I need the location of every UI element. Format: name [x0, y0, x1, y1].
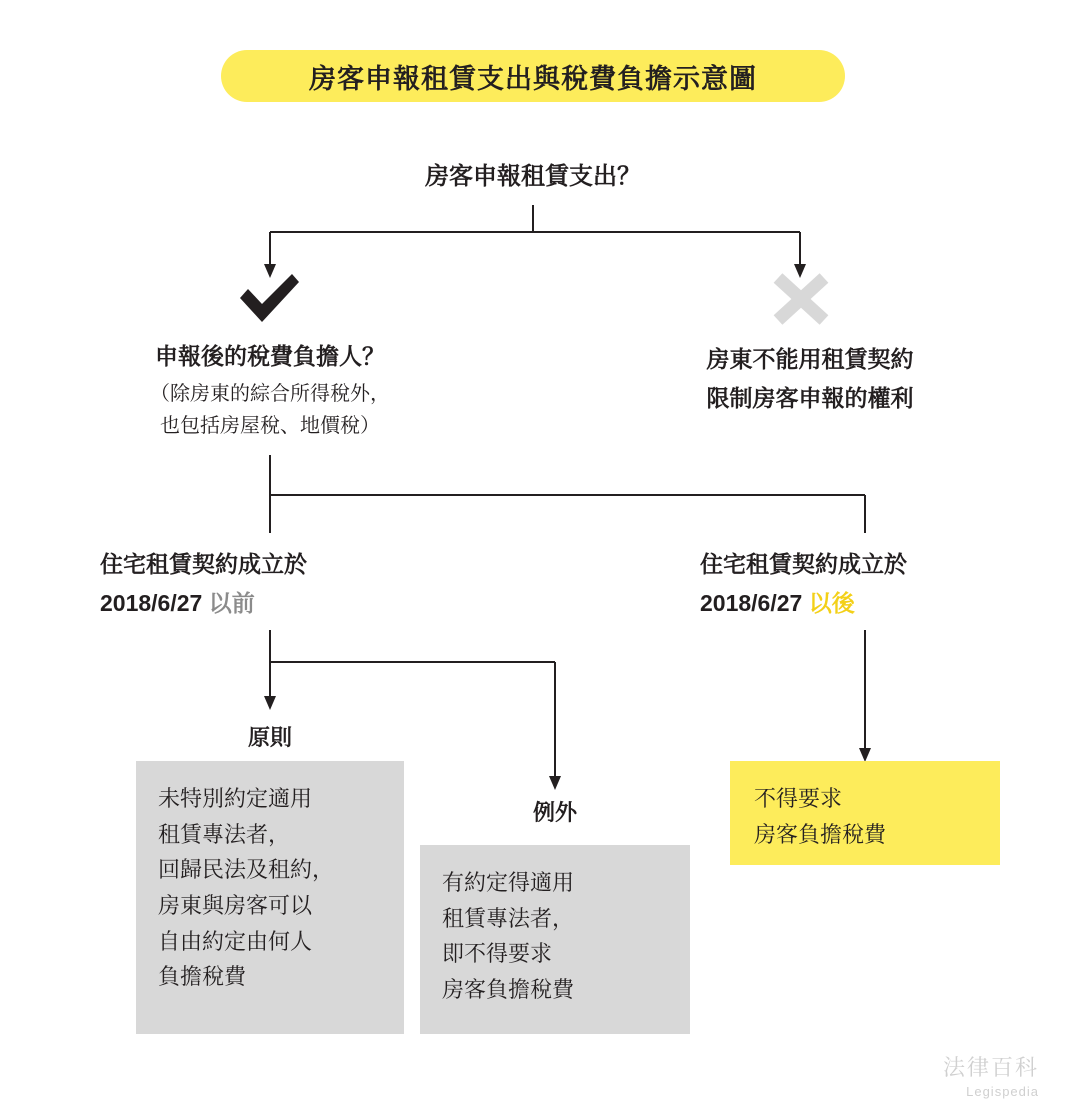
arrow-exception: [549, 776, 561, 790]
contract-before-line1: 住宅租賃契約成立於: [100, 551, 307, 577]
root-question: 房客申報租賃支出？: [425, 163, 641, 190]
watermark: [943, 1051, 1039, 1099]
after-result-box: [730, 761, 1000, 865]
exception-line: 租賃專法者，: [442, 905, 575, 931]
diagram-title: [221, 50, 845, 102]
diagram-title-text: 房客申報租賃支出與稅費負擔示意圖: [309, 63, 757, 94]
principle-line: 回歸民法及租約，: [158, 857, 335, 883]
watermark-name: 法律百科: [942, 1055, 1039, 1080]
exception-line: 即不得要求: [442, 941, 553, 967]
principle-line: 房東與房客可以: [158, 892, 313, 918]
contract-before-date: 2018/6/27: [100, 590, 203, 617]
watermark-sub: Legispedia: [966, 1084, 1039, 1099]
principle-line: 未特別約定適用: [158, 786, 313, 811]
no-branch-line2: 限制房客申報的權利: [706, 385, 914, 412]
contract-after-line2: [700, 584, 1060, 623]
contract-before-suffix: 以前: [208, 590, 255, 617]
exception-line: 有約定得適用: [442, 870, 575, 895]
exception-box: [420, 845, 690, 1034]
principle-line: 租賃專法者，: [158, 821, 291, 847]
contract-after-date: 2018/6/27: [700, 590, 803, 617]
contract-before-node: [100, 545, 460, 623]
cross-icon: [770, 272, 832, 331]
exception-label: 例外: [532, 800, 577, 825]
arrow-principle: [264, 696, 276, 710]
contract-after-suffix: 以後: [808, 590, 855, 617]
yes-branch-note: [70, 378, 470, 442]
yes-branch-question: 申報後的稅費負擔人？: [155, 343, 385, 369]
after-result-line: 不得要求: [754, 786, 843, 811]
exception-line: 房客負擔稅費: [442, 976, 575, 1002]
contract-before-line2: [100, 584, 460, 623]
yes-branch-note-line2: 也包括房屋稅、地價稅）: [160, 415, 380, 437]
yes-branch-note-line1: （除房東的綜合所得稅外，: [150, 383, 390, 405]
arrow-after: [859, 748, 871, 762]
principle-label: 原則: [247, 725, 292, 750]
no-branch-text: [620, 340, 1000, 418]
contract-after-node: [700, 545, 1060, 623]
no-branch-line1: 房東不能用租賃契約: [706, 346, 914, 372]
check-icon: [236, 272, 302, 331]
principle-box: [136, 761, 404, 1034]
after-result-line: 房客負擔稅費: [754, 821, 887, 847]
contract-after-line1: 住宅租賃契約成立於: [700, 551, 907, 577]
principle-line: 自由約定由何人: [158, 928, 313, 954]
principle-line: 負擔稅費: [158, 964, 247, 990]
